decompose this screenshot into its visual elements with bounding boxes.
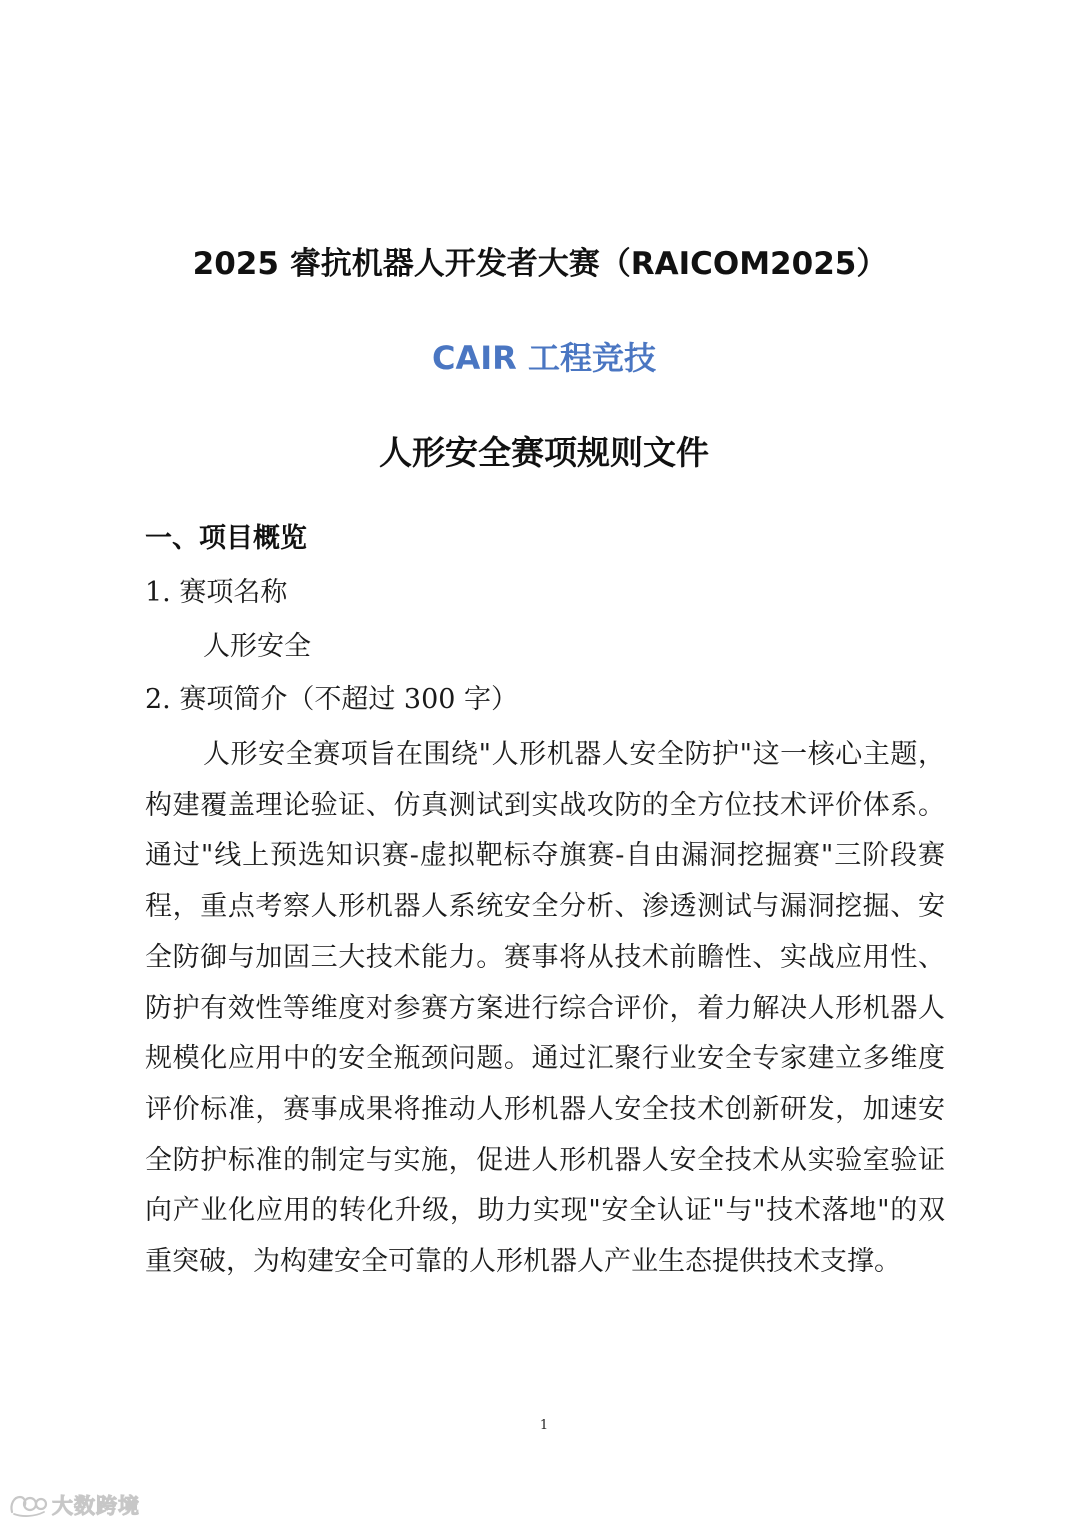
item-2-label: 2. 赛项简介（不超过 300 字） [145,684,519,715]
document-subtitle: CAIR 工程竞技 [432,339,656,377]
item-1-label: 1. 赛项名称 [145,577,288,608]
section-heading-overview: 一、项目概览 [145,523,307,554]
document-main-title: 2025 睿抗机器人开发者大赛（RAICOM2025） [192,246,888,282]
dashujk-logo-icon [8,1492,48,1518]
item-1-value: 人形安全 [203,631,311,662]
watermark [8,1490,140,1520]
watermark-text: 大数跨境 [52,1494,140,1518]
item-2-body-paragraph: 人形安全赛项旨在围绕"人形机器人安全防护"这一核心主题，构建覆盖理论验证、仿真测试到实战攻防的全方位技术评价体系。通过"线上预选知识赛-虚拟靶标夺旗赛-自由漏洞挖掘赛"三阶段赛程，重点考察人形机器人系统安全分析、渗透测试与漏洞挖掘、安全防御与加固三大技术能力。赛事将从技术前瞻性、实战应用性、防护有效性等维度对参赛方案进行综合评价，着力解决人形机器人规模化应用中的安全瓶颈问题。通过汇聚行业安全专家建立多维度评价标准，赛事成果将推动人形机器人安全技术创新研发，加速安全防护标准的制定与实施，促进人形机器人安全技术从实验室验证向产业化应用的转化升级，助力实现"安全认证"与"技术落地"的双重突破，为构建安全可靠的人形机器人产业生态提供技术支撑。 [145,739,945,1278]
page-number: 1 [539,1418,549,1433]
document-type-title: 人形安全赛项规则文件 [379,433,709,472]
